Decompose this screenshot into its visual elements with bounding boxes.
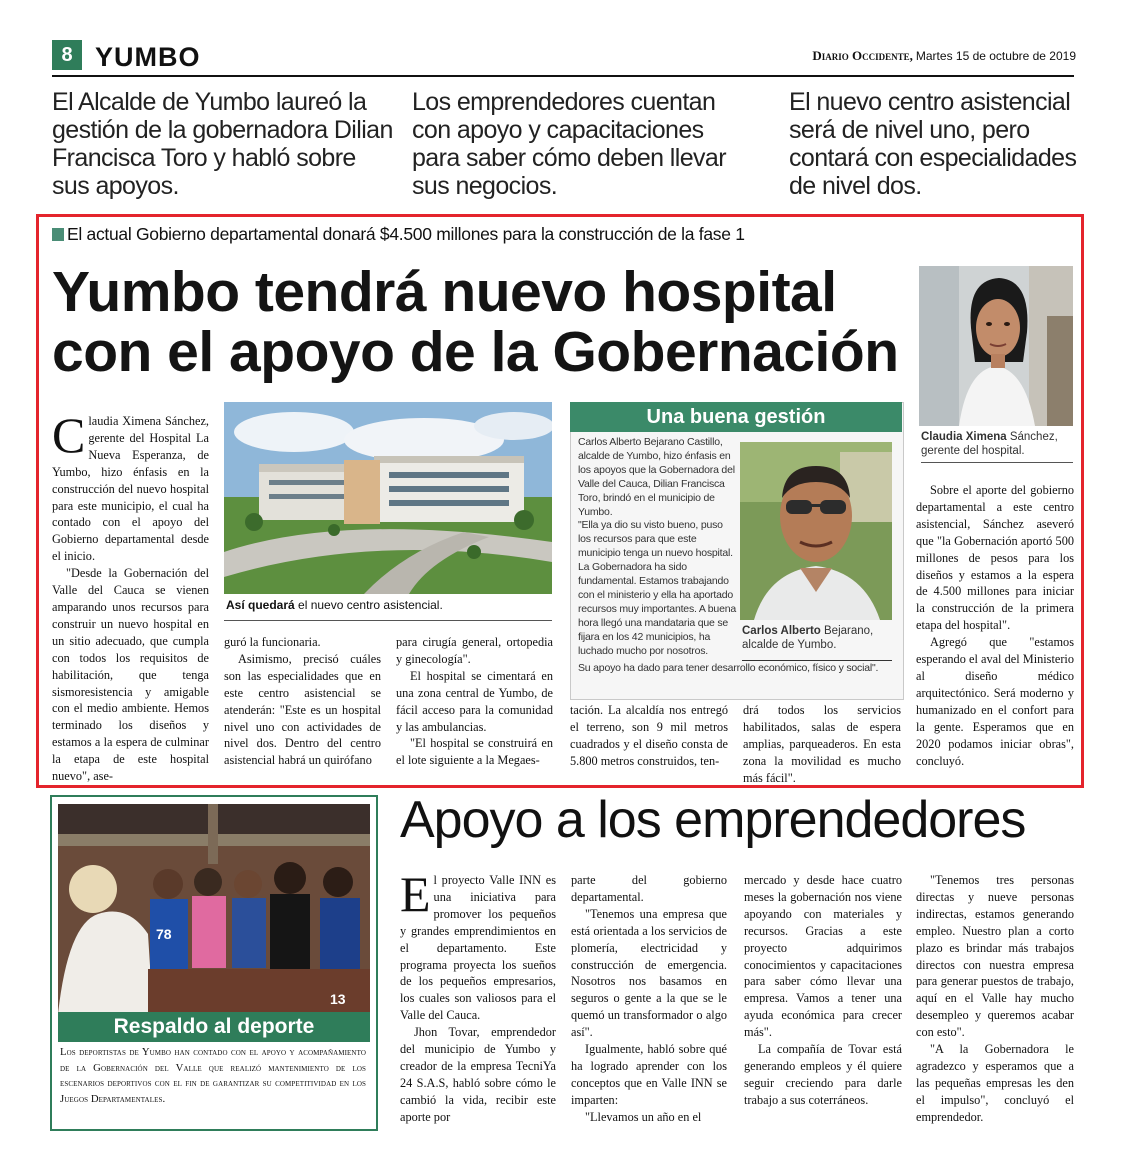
sidebar-box-title: Una buena gestión <box>570 402 902 432</box>
caption-text: el nuevo centro asistencial. <box>294 598 443 612</box>
paragraph: laudia Ximena Sánchez, gerente del Hospital La Nueva Esperanza, de Yumbo, hizo énfasis en la construcción del nuevo hospital para este municipio, el cual ha contado con el apoyo del Gobierno departamental desde el inicio. <box>52 414 209 564</box>
page-number: 8 <box>52 40 82 70</box>
bejarano-caption-text: Bejarano, alcalde de Yumbo. <box>742 625 874 651</box>
sports-box-title: Respaldo al deporte <box>58 1012 370 1042</box>
paragraph: Agregó que "estamos esperando el aval del Ministerio al diseño médico arquitectónico. Será moderno y humanizado en el confort para la gente. Esperamos que en 2020 podamos iniciar obras", concluyó. <box>916 635 1074 768</box>
paragraph: Igualmente, habló sobre qué ha logrado aprender con los conceptos que en Valle INN se imparten: <box>571 1042 727 1107</box>
bejarano-caption-name: Carlos Alberto <box>742 625 821 637</box>
second-headline: Apoyo a los emprendedores <box>400 791 1026 849</box>
caption-rule <box>224 620 552 621</box>
paragraph: parte del gobierno departamental. <box>571 873 727 904</box>
claudia-photo <box>919 266 1073 426</box>
paragraph: "Desde la Gobernación del Valle del Cauca se vienen amparando unos recursos para construir un nuevo hospital en un sitio adecuado, que cumpla con todos los requisitos de habilitación, que tenga sismoresistencia y amigable con el medio ambiente. Hemos terminado los diseños y estamos a la espera de culminar la etapa de este hospital nuevo", ase- <box>52 566 209 784</box>
main-column-6 <box>916 482 1074 769</box>
paragraph: La compañía de Tovar está generando empleos y él quiere seguir creciendo para darle trabajo a sus coterráneos. <box>744 1042 902 1107</box>
main-column-1 <box>52 407 209 785</box>
main-headline: Yumbo tendrá nuevo hospital con el apoyo de la Gobernación <box>52 260 899 384</box>
main-column-5 <box>743 702 901 787</box>
main-column-2 <box>224 634 381 769</box>
main-column-4 <box>570 702 728 770</box>
sidebar-box-text <box>578 436 738 659</box>
paragraph: l proyecto Valle INN es una iniciativa para promover los pequeños y grandes emprendimientos en el departamento. Este programa proyecta los sueños de los pequeños empresarios, los cuales son valiosos para el Valle del Cauca. <box>400 873 556 1023</box>
paragraph: "Ella ya dio su visto bueno, puso los recursos para que este municipio tenga un nuevo hospital. La Gobernadora ha sido fundamental. Estamos trabajando con el ministerio y ella ha aportado recursos muy importantes. A buena hora llegó una mandataria que se fijara en los 42 municipios, ha luchado mucho por nosotros. <box>578 519 736 657</box>
paragraph: "El hospital se construirá en el lote siguiente a la Megaes- <box>396 736 553 768</box>
kicker-text: El actual Gobierno departamental donará $4.500 millones para la construcción de la fase 1 <box>67 224 745 244</box>
paragraph: Asimismo, precisó cuáles son las especialidades que en este centro asistencial se atenderán: "Este es un hospital nivel uno con actividades de nivel dos. Dentro del centro asistencial habrá un quirófano <box>224 651 381 768</box>
masthead-line <box>760 48 1076 64</box>
teaser-2: Los emprendedores cuentan con apoyo y capacitaciones para saber cómo deben llevar sus negocios. <box>412 88 726 200</box>
athletes-photo <box>58 804 370 1014</box>
teaser-1: El Alcalde de Yumbo laureó la gestión de la gobernadora Dilian Francisca Toro y habló sobre sus apoyos. <box>52 88 393 200</box>
paragraph: "A la Gobernadora le agradezco y esperamos que a las pequeñas empresas les den el impulso", concluyó el emprendedor. <box>916 1042 1074 1124</box>
kicker <box>52 224 745 244</box>
teaser-3: El nuevo centro asistencial será de nivel uno, pero contará con especialidades de nivel dos. <box>789 88 1077 200</box>
second-column-2 <box>571 872 727 1126</box>
hospital-photo-caption <box>226 598 443 612</box>
header-rule <box>52 75 1074 77</box>
paragraph: "Llevamos un año en el <box>585 1109 702 1124</box>
paragraph: Sobre el aporte del gobierno departamental a este centro asistencial, Sánchez aseveró que "la Gobernación aportó 500 millones de pesos para los diseños y estamos a la espera de 4.500 millones para iniciar la construcción de la primera etapa del hospital". <box>916 483 1074 633</box>
sidebar-box-closing: Su apoyo ha dado para tener desarrollo económico, físico y social". <box>578 662 879 674</box>
dropcap: C <box>52 407 86 463</box>
jersey-number: 78 <box>156 926 172 942</box>
bejarano-photo <box>740 442 892 620</box>
paragraph: "Tenemos tres personas directas y nueve personas indirectas, estamos generando empleo. Nuestro plan a corto plazo es brindar más trabajos directos con nuestra empresa para generar puestos de trabajo, aquí en el Valle hay mucho desempleo y queremos acabar con esto". <box>916 873 1074 1040</box>
paragraph: mercado y desde hace cuatro meses la gobernación nos viene apoyando con materiales y recursos. Gracias a este proyecto adquirimos conocimientos y capacitaciones para saber cómo llevar una empresa. Vamos a tener una ayuda económica para crecer más". <box>744 873 902 1040</box>
main-column-3 <box>396 634 553 769</box>
hospital-rendering-photo <box>224 402 552 594</box>
caption-bold: Así quedará <box>226 598 295 612</box>
claudia-caption-name: Claudia Ximena <box>921 431 1007 443</box>
caption-rule <box>921 462 1073 463</box>
issue-date: Martes 15 de octubre de 2019 <box>915 49 1076 63</box>
claudia-caption-text: Sánchez, gerente del hospital. <box>921 431 1058 457</box>
paragraph: tación. La alcaldía nos entregó el terreno, son 9 mil metros cuadrados y el diseño consta de 5.800 metros construidos, ten- <box>570 703 728 768</box>
jersey-number: 13 <box>330 991 346 1007</box>
paragraph: Jhon Tovar, emprendedor del municipio de Yumbo y creador de la empresa TecniYa 24 S.A.S, habló sobre cómo le cambió la vida, recibir este aporte por <box>400 1025 556 1124</box>
sports-caption: Los deportistas de Yumbo han contado con el apoyo y acompañamiento de la Gobernación del Valle que realizó mantenimiento de los escenarios deportivos con el fin de garantizar su competitividad en los Juegos Departamentales. <box>60 1046 366 1105</box>
claudia-caption <box>921 430 1077 458</box>
kicker-square-icon <box>52 228 64 241</box>
caption-rule <box>742 660 892 661</box>
section-title: YUMBO <box>95 42 201 72</box>
paragraph: Carlos Alberto Bejarano Castillo, alcalde de Yumbo, hizo énfasis en los apoyos que la Gobernadora del Valle del Cauca, Dilian Francisca Toro, brindó en el municipio de Yumbo. <box>578 436 735 518</box>
paragraph: para cirugía general, ortopedia y ginecología". <box>396 635 553 666</box>
paragraph: drá todos los servicios habilitados, salas de espera amplias, parqueaderos. En esta zona la movilidad es mucho más fácil". <box>743 703 901 785</box>
paragraph: "Tenemos una empresa que está orientada a los servicios de plomería, electricidad y construcción de emergencia. Nosotros nos basamos en seguros o gente a la que se le quemó un transformador o algo así". <box>571 906 727 1040</box>
dropcap: E <box>400 866 431 922</box>
second-column-3 <box>744 872 902 1109</box>
second-column-1 <box>400 866 556 1126</box>
bejarano-caption <box>742 624 896 652</box>
paper-name: Diario Occidente, <box>812 48 913 63</box>
paragraph: guró la funcionaria. <box>224 635 321 649</box>
second-column-4 <box>916 872 1074 1126</box>
paragraph: El hospital se cimentará en una zona central de Yumbo, de fácil acceso para la comunidad y las ambulancias. <box>396 668 553 734</box>
